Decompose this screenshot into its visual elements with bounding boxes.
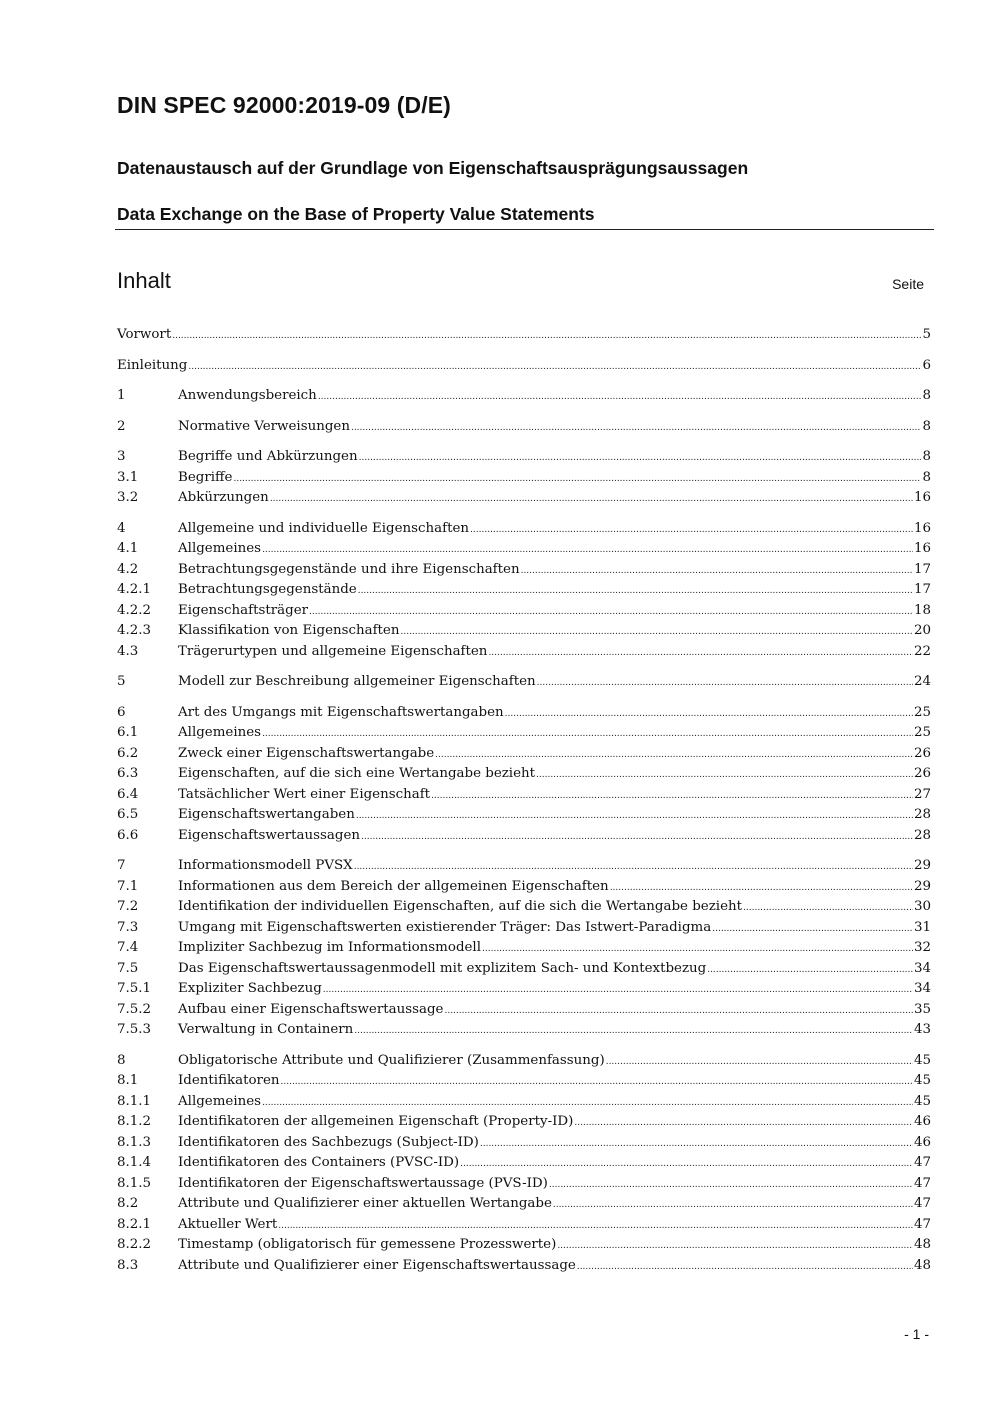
toc-entry-title: Begriffe und Abkürzungen: [178, 449, 358, 464]
toc-entry-number: 8.3: [117, 1257, 139, 1273]
toc-leader-dots: [743, 898, 913, 919]
toc-leader-dots: [318, 387, 922, 408]
title-german: Datenaustausch auf der Grundlage von Eigenschaftsausprägungsaussagen: [117, 158, 749, 178]
toc-entry-page: 34: [913, 960, 931, 976]
toc-entry-title: Anwendungsbereich: [178, 388, 317, 403]
toc-entry-number: 6.2: [117, 745, 139, 761]
toc-entry-number: 4.2.3: [117, 623, 152, 638]
page-number: - 1 -: [904, 1326, 929, 1342]
toc-entry[interactable]: [117, 1071, 931, 1092]
toc-entry-title: Aktueller Wert: [178, 1216, 278, 1232]
toc-entry[interactable]: [117, 979, 931, 1000]
toc-entry[interactable]: [117, 805, 931, 826]
toc-entry-number: 7.5.3: [117, 1022, 152, 1037]
toc-entry-page: 29: [913, 858, 931, 873]
toc-entry-number: 3.2: [117, 490, 139, 505]
toc-entry-page: 47: [913, 1196, 931, 1211]
toc-entry-page: 26: [913, 766, 931, 781]
toc-entry-page: 47: [913, 1216, 931, 1232]
toc-entry[interactable]: [117, 672, 931, 693]
toc-entry-title: Expliziter Sachbezug: [178, 981, 322, 996]
toc-entry-title: Impliziter Sachbezug im Informationsmodell: [178, 940, 482, 955]
toc-entry-title: Allgemeines: [178, 1093, 262, 1109]
title-divider: [115, 229, 934, 230]
toc-leader-dots: [557, 1236, 913, 1257]
toc-leader-dots: [233, 469, 921, 490]
toc-entry[interactable]: [117, 1020, 931, 1041]
toc-entry-title: Allgemeines: [178, 541, 262, 556]
toc-entry-page: 32: [913, 940, 931, 955]
toc-leader-dots: [606, 1052, 913, 1073]
toc-entry[interactable]: [117, 1256, 931, 1277]
toc-entry[interactable]: [117, 785, 931, 806]
contents-heading: Inhalt: [117, 268, 171, 293]
toc-entry-page: 47: [913, 1155, 931, 1170]
toc-entry-page: 48: [913, 1257, 931, 1273]
toc-entry-page: 25: [913, 725, 931, 740]
toc-entry-number: 8.1.4: [117, 1155, 152, 1170]
toc-entry-number: 7.5.2: [117, 1001, 152, 1017]
toc-entry-number: 8.1.5: [117, 1175, 152, 1191]
toc-entry[interactable]: [117, 386, 931, 407]
toc-leader-dots: [435, 745, 913, 766]
toc-entry-number: 8.1.1: [117, 1093, 152, 1109]
toc-entry-page: 22: [913, 643, 931, 659]
toc-entry-page: 25: [913, 704, 931, 720]
toc-entry-number: 8.1.2: [117, 1114, 152, 1129]
toc-entry-title: Identifikation der individuellen Eigenschaften, auf die sich die Wertangabe bezieht: [178, 899, 743, 914]
toc-entry-title: Identifikatoren des Containers (PVSC-ID): [178, 1155, 460, 1170]
toc-entry-title: Aufbau einer Eigenschaftswertaussage: [178, 1001, 444, 1017]
toc-entry[interactable]: [117, 356, 931, 377]
toc-entry-page: 46: [913, 1134, 931, 1150]
toc-entry-number: 6.3: [117, 766, 139, 781]
toc-entry-page: 31: [913, 919, 931, 935]
toc-entry-page: 46: [913, 1114, 931, 1129]
toc-entry-number: 8.1: [117, 1073, 139, 1088]
toc-entry-number: 8.1.3: [117, 1134, 152, 1150]
toc-entry[interactable]: [117, 1194, 931, 1215]
toc-entry[interactable]: [117, 703, 931, 724]
toc-leader-dots: [444, 1001, 912, 1022]
toc-entry-title: Informationsmodell PVSX: [178, 858, 353, 873]
toc-entry[interactable]: [117, 601, 931, 622]
table-of-contents: [117, 325, 931, 1276]
toc-entry-title: Timestamp (obligatorisch für gemessene Prozesswerte): [178, 1237, 557, 1252]
toc-leader-dots: [309, 602, 913, 623]
toc-entry-page: 45: [913, 1052, 931, 1068]
toc-leader-dots: [358, 581, 913, 602]
toc-entry-number: 3.1: [117, 469, 139, 485]
toc-leader-dots: [521, 561, 913, 582]
toc-leader-dots: [188, 357, 921, 378]
toc-entry[interactable]: [117, 417, 931, 438]
toc-entry-title: Eigenschaftsträger: [178, 602, 309, 618]
toc-entry-title: Modell zur Beschreibung allgemeiner Eigenschaften: [178, 674, 536, 689]
toc-entry-page: 30: [913, 899, 931, 914]
toc-entry-page: 16: [913, 541, 931, 556]
toc-entry-page: 8: [922, 469, 931, 485]
toc-leader-dots: [610, 878, 913, 899]
toc-leader-dots: [577, 1257, 913, 1278]
toc-entry-title: Umgang mit Eigenschaftswerten existierender Träger: Das Istwert-Paradigma: [178, 919, 712, 935]
toc-entry-title: Zweck einer Eigenschaftswertangabe: [178, 745, 435, 761]
toc-entry-number: 6.5: [117, 807, 139, 822]
toc-leader-dots: [536, 765, 913, 786]
toc-entry-title: Klassifikation von Eigenschaften: [178, 623, 400, 638]
toc-entry-title: Begriffe: [178, 469, 233, 485]
toc-entry-number: 4.3: [117, 643, 139, 659]
toc-entry-number: 8: [117, 1052, 126, 1068]
toc-entry-number: 8.2: [117, 1196, 139, 1211]
toc-entry[interactable]: [117, 1051, 931, 1072]
toc-entry-title: Trägerurtypen und allgemeine Eigenschaften: [178, 643, 488, 659]
toc-entry-title: Normative Verweisungen: [178, 418, 350, 434]
toc-leader-dots: [323, 980, 913, 1001]
toc-entry[interactable]: [117, 1235, 931, 1256]
toc-entry[interactable]: [117, 764, 931, 785]
toc-entry-title: Einleitung: [117, 357, 188, 373]
toc-entry-number: 7.3: [117, 919, 139, 935]
toc-leader-dots: [553, 1195, 913, 1216]
toc-leader-dots: [482, 939, 913, 960]
toc-entry-page: 16: [913, 490, 931, 505]
toc-entry-number: 4: [117, 520, 126, 536]
toc-entry-number: 8.2.1: [117, 1216, 152, 1232]
toc-entry-title: Art des Umgangs mit Eigenschaftswertangaben: [178, 704, 504, 720]
toc-leader-dots: [574, 1113, 913, 1134]
toc-entry[interactable]: [117, 938, 931, 959]
toc-entry[interactable]: [117, 918, 931, 939]
toc-entry-number: 8.2.2: [117, 1237, 152, 1252]
toc-entry-page: 24: [913, 674, 931, 689]
toc-entry-number: 7.1: [117, 878, 139, 894]
toc-entry[interactable]: [117, 447, 931, 468]
toc-leader-dots: [356, 806, 913, 827]
toc-entry[interactable]: [117, 539, 931, 560]
toc-entry-page: 34: [913, 981, 931, 996]
toc-entry[interactable]: [117, 1092, 931, 1113]
toc-entry-title: Eigenschaftswertangaben: [178, 807, 355, 822]
toc-entry-title: Attribute und Qualifizierer einer aktuellen Wertangabe: [178, 1196, 552, 1211]
toc-entry[interactable]: [117, 642, 931, 663]
toc-entry-number: 7.2: [117, 899, 139, 914]
toc-entry-page: 43: [913, 1022, 931, 1037]
toc-entry-number: 3: [117, 449, 126, 464]
toc-leader-dots: [351, 418, 922, 439]
toc-entry-page: 48: [913, 1237, 931, 1252]
toc-entry[interactable]: [117, 1174, 931, 1195]
toc-leader-dots: [281, 1072, 913, 1093]
toc-entry-number: 1: [117, 388, 126, 403]
toc-entry-title: Tatsächlicher Wert einer Eigenschaft: [178, 786, 431, 802]
toc-entry-number: 7.4: [117, 940, 139, 955]
toc-entry-page: 26: [913, 745, 931, 761]
toc-entry-title: Attribute und Qualifizierer einer Eigenschaftswertaussage: [178, 1257, 576, 1273]
toc-leader-dots: [470, 520, 913, 541]
toc-leader-dots: [707, 960, 913, 981]
toc-entry-page: 6: [922, 357, 931, 373]
toc-entry-number: 6.4: [117, 786, 139, 802]
toc-entry[interactable]: [117, 897, 931, 918]
toc-entry-page: 45: [913, 1073, 931, 1088]
title-english: Data Exchange on the Base of Property Value Statements: [117, 204, 595, 224]
toc-entry[interactable]: [117, 1112, 931, 1133]
toc-leader-dots: [354, 857, 913, 878]
toc-entry-number: 5: [117, 674, 126, 689]
toc-entry-title: Identifikatoren der allgemeinen Eigenschaft (Property-ID): [178, 1114, 574, 1129]
toc-entry-page: 17: [913, 582, 931, 597]
toc-entry-number: 4.2.2: [117, 602, 152, 618]
toc-leader-dots: [354, 1021, 913, 1042]
toc-entry-page: 18: [913, 602, 931, 618]
toc-leader-dots: [549, 1175, 913, 1196]
toc-leader-dots: [278, 1216, 913, 1237]
toc-entry-number: 4.2: [117, 561, 139, 577]
toc-entry-title: Identifikatoren der Eigenschaftswertaussage (PVS-ID): [178, 1175, 548, 1191]
toc-entry[interactable]: [117, 1153, 931, 1174]
toc-entry-number: 2: [117, 418, 126, 434]
toc-entry-title: Obligatorische Attribute und Qualifizierer (Zusammenfassung): [178, 1052, 605, 1068]
toc-leader-dots: [505, 704, 913, 725]
toc-entry-number: 4.2.1: [117, 582, 152, 597]
toc-entry[interactable]: [117, 856, 931, 877]
toc-entry-page: 20: [913, 623, 931, 638]
toc-entry-title: Vorwort: [117, 327, 172, 342]
toc-entry[interactable]: [117, 468, 931, 489]
toc-leader-dots: [480, 1134, 913, 1155]
toc-entry[interactable]: [117, 325, 931, 346]
toc-leader-dots: [262, 540, 913, 561]
toc-entry-number: 6.6: [117, 827, 139, 843]
toc-entry[interactable]: [117, 1215, 931, 1236]
toc-leader-dots: [488, 643, 913, 664]
document-id: DIN SPEC 92000:2019-09 (D/E): [117, 92, 451, 118]
toc-entry-number: 4.1: [117, 541, 139, 556]
toc-entry-title: Identifikatoren: [178, 1073, 280, 1088]
toc-entry-page: 27: [913, 786, 931, 802]
toc-entry-page: 8: [922, 388, 931, 403]
toc-entry-title: Betrachtungsgegenstände und ihre Eigenschaften: [178, 561, 520, 577]
toc-entry-page: 16: [913, 520, 931, 536]
toc-entry-page: 8: [922, 449, 931, 464]
toc-entry-title: Betrachtungsgegenstände: [178, 582, 357, 597]
toc-leader-dots: [460, 1154, 913, 1175]
toc-entry[interactable]: [117, 519, 931, 540]
toc-entry[interactable]: [117, 877, 931, 898]
toc-leader-dots: [400, 622, 912, 643]
toc-leader-dots: [270, 489, 913, 510]
toc-entry-page: 29: [913, 878, 931, 894]
toc-entry-number: 7.5.1: [117, 981, 152, 996]
toc-entry-title: Eigenschaften, auf die sich eine Wertangabe bezieht: [178, 766, 536, 781]
toc-entry-number: 7.5: [117, 960, 139, 976]
toc-entry[interactable]: [117, 621, 931, 642]
toc-entry-title: Allgemeines: [178, 725, 262, 740]
toc-entry[interactable]: [117, 723, 931, 744]
toc-entry[interactable]: [117, 580, 931, 601]
toc-entry-page: 28: [913, 827, 931, 843]
toc-entry-title: Verwaltung in Containern: [178, 1022, 354, 1037]
toc-leader-dots: [361, 827, 913, 848]
toc-entry[interactable]: [117, 744, 931, 765]
toc-entry-title: Eigenschaftswertaussagen: [178, 827, 360, 843]
toc-entry-page: 28: [913, 807, 931, 822]
toc-leader-dots: [172, 326, 921, 347]
toc-entry-page: 8: [922, 418, 931, 434]
toc-entry[interactable]: [117, 560, 931, 581]
toc-leader-dots: [359, 448, 922, 469]
toc-entry-number: 6: [117, 704, 126, 720]
toc-entry[interactable]: [117, 1133, 931, 1154]
page-column-label: Seite: [892, 276, 924, 292]
toc-leader-dots: [262, 1093, 913, 1114]
toc-entry[interactable]: [117, 1000, 931, 1021]
toc-entry[interactable]: [117, 959, 931, 980]
toc-entry-page: 47: [913, 1175, 931, 1191]
toc-entry[interactable]: [117, 826, 931, 847]
toc-entry-number: 7: [117, 858, 126, 873]
toc-entry-number: 6.1: [117, 725, 139, 740]
toc-entry-title: Abkürzungen: [178, 490, 269, 505]
toc-leader-dots: [537, 673, 913, 694]
toc-entry-title: Informationen aus dem Bereich der allgemeinen Eigenschaften: [178, 878, 609, 894]
toc-entry[interactable]: [117, 488, 931, 509]
toc-leader-dots: [712, 919, 913, 940]
toc-entry-page: 35: [913, 1001, 931, 1017]
toc-leader-dots: [262, 724, 913, 745]
toc-entry-title: Das Eigenschaftswertaussagenmodell mit explizitem Sach- und Kontextbezug: [178, 960, 707, 976]
toc-entry-title: Identifikatoren des Sachbezugs (Subject-ID): [178, 1134, 479, 1150]
toc-entry-title: Allgemeine und individuelle Eigenschaften: [178, 520, 470, 536]
toc-leader-dots: [431, 786, 913, 807]
toc-entry-page: 5: [922, 327, 931, 342]
toc-entry-page: 45: [913, 1093, 931, 1109]
toc-entry-page: 17: [913, 561, 931, 577]
